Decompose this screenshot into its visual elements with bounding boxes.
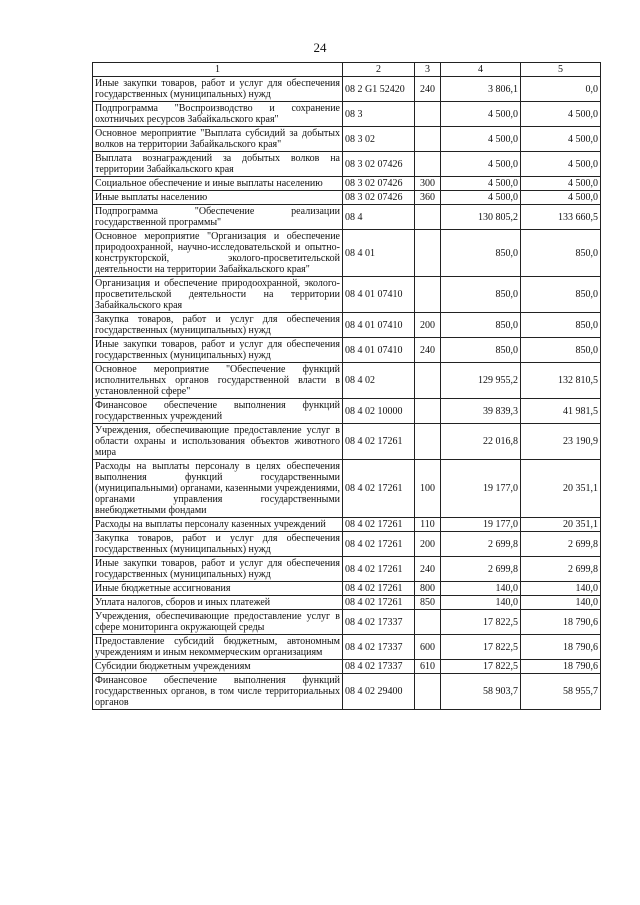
row-code-cell: 08 4 02 17337 xyxy=(343,660,415,674)
header-cell-4: 4 xyxy=(441,63,521,77)
row-code-cell: 08 4 02 17337 xyxy=(343,635,415,660)
row-code-cell: 08 3 02 xyxy=(343,127,415,152)
row-expense-type-cell xyxy=(415,399,441,424)
budget-table xyxy=(92,62,601,710)
row-expense-type-cell xyxy=(415,127,441,152)
table-row xyxy=(93,582,601,596)
row-code-cell: 08 4 02 29400 xyxy=(343,674,415,710)
row-code-cell: 08 4 01 xyxy=(343,230,415,277)
table-row xyxy=(93,102,601,127)
table-row xyxy=(93,77,601,102)
row-amount-1-cell: 17 822,5 xyxy=(441,660,521,674)
row-amount-2-cell: 20 351,1 xyxy=(521,518,601,532)
row-amount-2-cell: 4 500,0 xyxy=(521,152,601,177)
row-expense-type-cell xyxy=(415,674,441,710)
row-expense-type-cell: 800 xyxy=(415,582,441,596)
row-expense-type-cell: 600 xyxy=(415,635,441,660)
row-code-cell: 08 2 G1 52420 xyxy=(343,77,415,102)
row-expense-type-cell: 300 xyxy=(415,177,441,191)
row-amount-1-cell: 850,0 xyxy=(441,277,521,313)
row-amount-1-cell: 19 177,0 xyxy=(441,518,521,532)
row-amount-2-cell: 4 500,0 xyxy=(521,102,601,127)
row-code-cell: 08 4 01 07410 xyxy=(343,338,415,363)
row-amount-1-cell: 17 822,5 xyxy=(441,610,521,635)
row-code-cell: 08 4 02 xyxy=(343,363,415,399)
row-code-cell: 08 3 xyxy=(343,102,415,127)
row-amount-2-cell: 2 699,8 xyxy=(521,557,601,582)
row-amount-1-cell: 58 903,7 xyxy=(441,674,521,710)
row-expense-type-cell: 110 xyxy=(415,518,441,532)
table-row xyxy=(93,399,601,424)
row-amount-1-cell: 850,0 xyxy=(441,338,521,363)
row-amount-2-cell: 18 790,6 xyxy=(521,635,601,660)
table-row xyxy=(93,596,601,610)
row-amount-1-cell: 850,0 xyxy=(441,313,521,338)
row-amount-1-cell: 4 500,0 xyxy=(441,102,521,127)
row-name-cell: Учреждения, обеспечивающие предоставление услуг в сфере мониторинга окружающей среды xyxy=(93,610,343,635)
row-amount-2-cell: 0,0 xyxy=(521,77,601,102)
row-code-cell: 08 4 01 07410 xyxy=(343,313,415,338)
header-cell-1: 1 xyxy=(93,63,343,77)
table-row xyxy=(93,230,601,277)
table-row xyxy=(93,313,601,338)
row-code-cell: 08 4 02 17337 xyxy=(343,610,415,635)
table-body xyxy=(93,77,601,710)
row-name-cell: Иные выплаты населению xyxy=(93,191,343,205)
row-amount-2-cell: 850,0 xyxy=(521,277,601,313)
row-amount-1-cell: 4 500,0 xyxy=(441,152,521,177)
row-name-cell: Предоставление субсидий бюджетным, автономным учреждениям и иным некоммерческим организациям xyxy=(93,635,343,660)
row-expense-type-cell xyxy=(415,363,441,399)
row-amount-1-cell: 129 955,2 xyxy=(441,363,521,399)
row-expense-type-cell: 240 xyxy=(415,338,441,363)
row-name-cell: Подпрограмма "Обеспечение реализации государственной программы" xyxy=(93,205,343,230)
row-amount-1-cell: 22 016,8 xyxy=(441,424,521,460)
row-name-cell: Основное мероприятие "Выплата субсидий за добытых волков на территории Забайкальского края" xyxy=(93,127,343,152)
row-name-cell: Основное мероприятие "Организация и обеспечение природоохранной, научно-исследовательской и опытно-конструкторской, эколого-просветительской деятельности на территории Забайкальского края" xyxy=(93,230,343,277)
row-name-cell: Расходы на выплаты персоналу в целях обеспечения выполнения функций государственными (муниципальными) органами, казенными учреждениями, органами управления государственными внебюджетными фондами xyxy=(93,460,343,518)
row-amount-1-cell: 4 500,0 xyxy=(441,177,521,191)
table-row xyxy=(93,460,601,518)
row-name-cell: Субсидии бюджетным учреждениям xyxy=(93,660,343,674)
row-code-cell: 08 4 xyxy=(343,205,415,230)
header-cell-2: 2 xyxy=(343,63,415,77)
row-amount-1-cell: 4 500,0 xyxy=(441,191,521,205)
row-code-cell: 08 4 02 17261 xyxy=(343,596,415,610)
row-amount-1-cell: 2 699,8 xyxy=(441,557,521,582)
row-code-cell: 08 4 01 07410 xyxy=(343,277,415,313)
row-expense-type-cell: 240 xyxy=(415,77,441,102)
row-name-cell: Иные закупки товаров, работ и услуг для обеспечения государственных (муниципальных) нужд xyxy=(93,338,343,363)
row-amount-2-cell: 140,0 xyxy=(521,596,601,610)
row-amount-2-cell: 4 500,0 xyxy=(521,191,601,205)
table-row xyxy=(93,557,601,582)
page-number: 24 xyxy=(313,40,327,55)
row-amount-2-cell: 132 810,5 xyxy=(521,363,601,399)
row-code-cell: 08 4 02 17261 xyxy=(343,424,415,460)
row-expense-type-cell xyxy=(415,230,441,277)
row-amount-1-cell: 19 177,0 xyxy=(441,460,521,518)
row-expense-type-cell: 240 xyxy=(415,557,441,582)
row-amount-2-cell: 2 699,8 xyxy=(521,532,601,557)
header-cell-5: 5 xyxy=(521,63,601,77)
table-row xyxy=(93,424,601,460)
row-amount-2-cell: 4 500,0 xyxy=(521,177,601,191)
row-expense-type-cell xyxy=(415,424,441,460)
row-amount-1-cell: 3 806,1 xyxy=(441,77,521,102)
row-amount-1-cell: 140,0 xyxy=(441,582,521,596)
table-row xyxy=(93,635,601,660)
row-expense-type-cell: 200 xyxy=(415,532,441,557)
row-amount-1-cell: 4 500,0 xyxy=(441,127,521,152)
row-code-cell: 08 4 02 17261 xyxy=(343,460,415,518)
row-expense-type-cell: 850 xyxy=(415,596,441,610)
row-name-cell: Уплата налогов, сборов и иных платежей xyxy=(93,596,343,610)
row-name-cell: Закупка товаров, работ и услуг для обеспечения государственных (муниципальных) нужд xyxy=(93,313,343,338)
row-code-cell: 08 4 02 17261 xyxy=(343,557,415,582)
row-amount-1-cell: 39 839,3 xyxy=(441,399,521,424)
row-amount-2-cell: 4 500,0 xyxy=(521,127,601,152)
table-row xyxy=(93,177,601,191)
table-row xyxy=(93,363,601,399)
row-name-cell: Выплата вознаграждений за добытых волков на территории Забайкальского края xyxy=(93,152,343,177)
row-amount-1-cell: 2 699,8 xyxy=(441,532,521,557)
row-expense-type-cell xyxy=(415,152,441,177)
row-amount-2-cell: 850,0 xyxy=(521,230,601,277)
row-amount-2-cell: 18 790,6 xyxy=(521,660,601,674)
table-row xyxy=(93,277,601,313)
row-amount-2-cell: 41 981,5 xyxy=(521,399,601,424)
row-code-cell: 08 3 02 07426 xyxy=(343,191,415,205)
table-row xyxy=(93,610,601,635)
row-expense-type-cell xyxy=(415,277,441,313)
table-row xyxy=(93,152,601,177)
row-expense-type-cell: 200 xyxy=(415,313,441,338)
row-name-cell: Иные закупки товаров, работ и услуг для обеспечения государственных (муниципальных) нужд xyxy=(93,77,343,102)
row-amount-1-cell: 130 805,2 xyxy=(441,205,521,230)
row-amount-2-cell: 850,0 xyxy=(521,338,601,363)
row-name-cell: Расходы на выплаты персоналу казенных учреждений xyxy=(93,518,343,532)
row-name-cell: Учреждения, обеспечивающие предоставление услуг в области охраны и использования объектов животного мира xyxy=(93,424,343,460)
row-amount-2-cell: 20 351,1 xyxy=(521,460,601,518)
row-name-cell: Подпрограмма "Воспроизводство и сохранение охотничьих ресурсов Забайкальского края" xyxy=(93,102,343,127)
row-code-cell: 08 3 02 07426 xyxy=(343,177,415,191)
row-name-cell: Иные бюджетные ассигнования xyxy=(93,582,343,596)
row-amount-2-cell: 58 955,7 xyxy=(521,674,601,710)
row-expense-type-cell xyxy=(415,102,441,127)
table-header-row xyxy=(93,63,601,77)
row-name-cell: Закупка товаров, работ и услуг для обеспечения государственных (муниципальных) нужд xyxy=(93,532,343,557)
row-expense-type-cell xyxy=(415,610,441,635)
row-expense-type-cell: 100 xyxy=(415,460,441,518)
row-amount-2-cell: 23 190,9 xyxy=(521,424,601,460)
table-row xyxy=(93,674,601,710)
row-code-cell: 08 4 02 17261 xyxy=(343,582,415,596)
row-amount-1-cell: 850,0 xyxy=(441,230,521,277)
table-row xyxy=(93,205,601,230)
table-row xyxy=(93,127,601,152)
row-amount-2-cell: 133 660,5 xyxy=(521,205,601,230)
row-code-cell: 08 4 02 10000 xyxy=(343,399,415,424)
row-code-cell: 08 3 02 07426 xyxy=(343,152,415,177)
row-amount-2-cell: 18 790,6 xyxy=(521,610,601,635)
row-expense-type-cell xyxy=(415,205,441,230)
row-name-cell: Основное мероприятие "Обеспечение функций исполнительных органов государственной власти в установленной сфере" xyxy=(93,363,343,399)
table-row xyxy=(93,518,601,532)
table-row xyxy=(93,660,601,674)
row-name-cell: Социальное обеспечение и иные выплаты населению xyxy=(93,177,343,191)
table-row xyxy=(93,532,601,557)
row-name-cell: Финансовое обеспечение выполнения функций государственных органов, в том числе территориальных органов xyxy=(93,674,343,710)
row-name-cell: Иные закупки товаров, работ и услуг для обеспечения государственных (муниципальных) нужд xyxy=(93,557,343,582)
header-cell-3: 3 xyxy=(415,63,441,77)
row-expense-type-cell: 610 xyxy=(415,660,441,674)
row-code-cell: 08 4 02 17261 xyxy=(343,532,415,557)
row-code-cell: 08 4 02 17261 xyxy=(343,518,415,532)
row-amount-1-cell: 140,0 xyxy=(441,596,521,610)
table-row xyxy=(93,191,601,205)
table-row xyxy=(93,338,601,363)
row-name-cell: Организация и обеспечение природоохранной, эколого-просветительской деятельности на территории Забайкальского края xyxy=(93,277,343,313)
row-expense-type-cell: 360 xyxy=(415,191,441,205)
row-amount-1-cell: 17 822,5 xyxy=(441,635,521,660)
row-name-cell: Финансовое обеспечение выполнения функций государственных учреждений xyxy=(93,399,343,424)
row-amount-2-cell: 140,0 xyxy=(521,582,601,596)
row-amount-2-cell: 850,0 xyxy=(521,313,601,338)
